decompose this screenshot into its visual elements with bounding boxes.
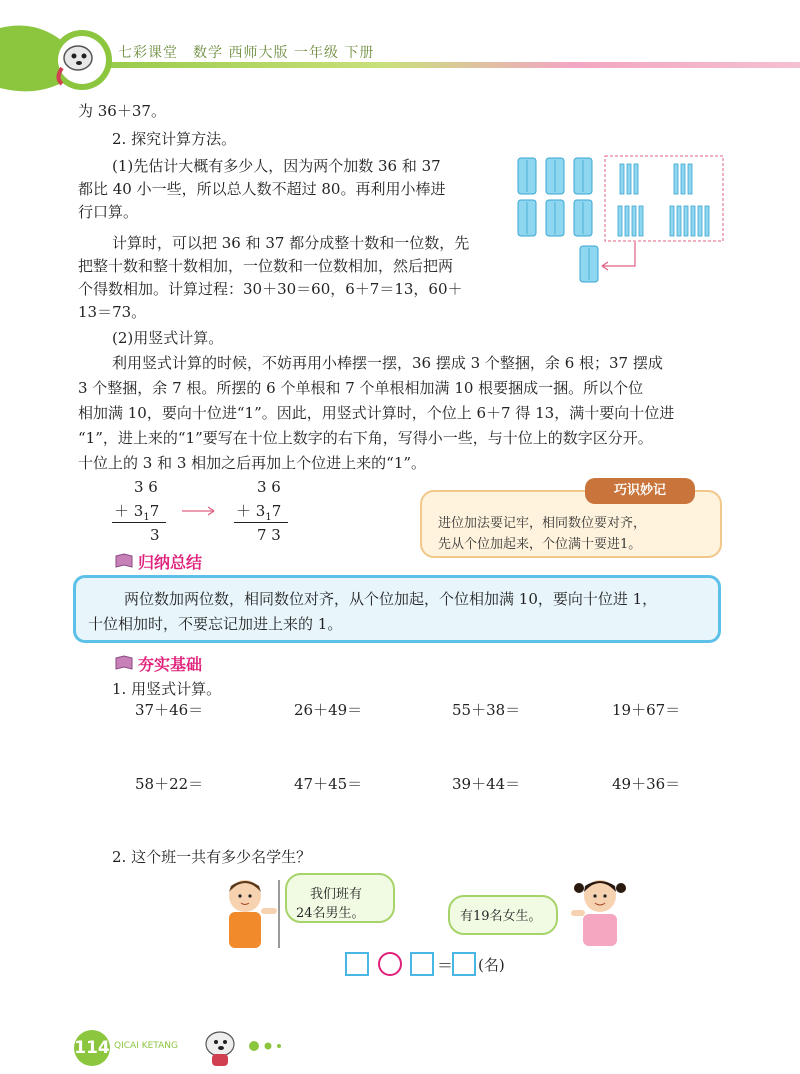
step-title: 2. 探究计算方法。 <box>112 130 237 148</box>
plus-sign: ＋ <box>236 502 252 520</box>
vertical-top: 3 6 <box>257 478 281 496</box>
tip-line: 进位加法要记牢，相同数位要对齐， <box>438 516 647 531</box>
bubble-text: 24名男生。 <box>296 906 365 921</box>
summary-line: 两位数加两位数，相同数位对齐，从个位加起，个位相加满 10，要向十位进 1， <box>124 590 658 608</box>
ones-digit: 7 <box>149 502 160 520</box>
paragraph-line: 个得数相加。计算过程：30＋30＝60，6＋7＝13，60＋ <box>78 280 463 298</box>
carry-digit: 1 <box>143 512 150 523</box>
vertical-line <box>112 522 166 523</box>
boy-illustration <box>215 872 285 952</box>
tip-badge: 巧识妙记 <box>585 478 695 504</box>
exercise: 55＋38＝ <box>452 701 521 719</box>
exercise: 26＋49＝ <box>294 701 363 719</box>
tip-line: 先从个位加起来，个位满十要进1。 <box>438 537 642 552</box>
vertical-top: 3 6 <box>134 478 158 496</box>
dots-decoration <box>248 1040 288 1052</box>
paragraph-line: 13＝73。 <box>78 303 147 321</box>
exercise: 19＋67＝ <box>612 701 681 719</box>
paragraph-line: 十位上的 3 和 3 相加之后再加上个位进上来的“1”。 <box>78 454 427 472</box>
book-icon <box>114 655 134 671</box>
carry-digit: 1 <box>265 512 272 523</box>
summary-line: 十位相加时，不要忘记加进上来的 1。 <box>88 615 343 633</box>
vertical-mid <box>236 500 281 523</box>
counting-sticks-illustration <box>510 150 735 290</box>
paragraph-line: 行口算。 <box>78 203 139 221</box>
footer-brand: QICAI KETANG <box>114 1041 178 1051</box>
paragraph-line: 都比 40 小一些，所以总人数不超过 80。再利用小棒进 <box>78 180 446 198</box>
question-1: 1. 用竖式计算。 <box>112 680 222 698</box>
ones-digit: 7 <box>271 502 282 520</box>
question-2: 2. 这个班一共有多少名学生？ <box>112 848 312 866</box>
paragraph-line: 3 个整捆，余 7 根。所摆的 6 个单根和 7 个单根相加满 10 根要捆成一捆。所以个位 <box>78 379 644 397</box>
vertical-bottom: 7 3 <box>257 526 281 544</box>
paragraph-line: 计算时，可以把 36 和 37 都分成整十数和一位数，先 <box>112 234 470 252</box>
summary-label: 归纳总结 <box>138 553 203 572</box>
paragraph-line: (1)先估计大概有多少人，因为两个加数 36 和 37 <box>112 157 441 175</box>
paragraph-line: 利用竖式计算的时候，不妨再用小棒摆一摆，36 摆成 3 个整捆，余 6 根；37 摆成 <box>112 354 663 372</box>
bubble-text: 我们班有 <box>310 887 363 902</box>
exercise: 58＋22＝ <box>135 775 204 793</box>
paragraph-line: 相加满 10，要向十位进“1”。因此，用竖式计算时，个位上 6＋7 得 13，满十要向十位进 <box>78 404 675 422</box>
plus-sign: ＋ <box>114 502 130 520</box>
answer-box[interactable] <box>452 952 476 976</box>
vertical-mid <box>114 500 159 523</box>
girl-illustration <box>565 870 635 950</box>
exercise: 39＋44＝ <box>452 775 521 793</box>
vertical-bottom: 3 <box>150 526 160 544</box>
paragraph-line: (2)用竖式计算。 <box>112 329 224 347</box>
tens-digit: 3 <box>255 502 266 520</box>
equals-sign: ＝ <box>437 956 454 975</box>
mascot-logo-icon <box>0 18 120 98</box>
mascot-icon <box>198 1026 248 1070</box>
unit-label: (名) <box>478 956 505 974</box>
paragraph-line: “1”，进上来的“1”要写在十位上数字的右下角，写得小一些，与十位上的数字区分开。 <box>78 429 653 447</box>
answer-box[interactable] <box>345 952 369 976</box>
exercise: 37＋46＝ <box>135 701 204 719</box>
header-title: 七彩课堂 数学 西师大版 一年级 下册 <box>118 45 375 61</box>
paragraph-line: 把整十数和整十数相加，一位数和一位数相加，然后把两 <box>78 257 454 275</box>
exercise: 49＋36＝ <box>612 775 681 793</box>
bubble-text: 有19名女生。 <box>460 909 542 924</box>
arrow-right-icon <box>180 505 220 517</box>
exercise: 47＋45＝ <box>294 775 363 793</box>
tens-digit: 3 <box>133 502 144 520</box>
practice-label: 夯实基础 <box>138 655 203 674</box>
text-line: 为 36＋37。 <box>78 102 166 120</box>
operator-circle[interactable] <box>378 952 402 976</box>
answer-box[interactable] <box>410 952 434 976</box>
page-number: 114 <box>74 1030 110 1066</box>
book-icon <box>114 553 134 569</box>
vertical-line <box>234 522 288 523</box>
